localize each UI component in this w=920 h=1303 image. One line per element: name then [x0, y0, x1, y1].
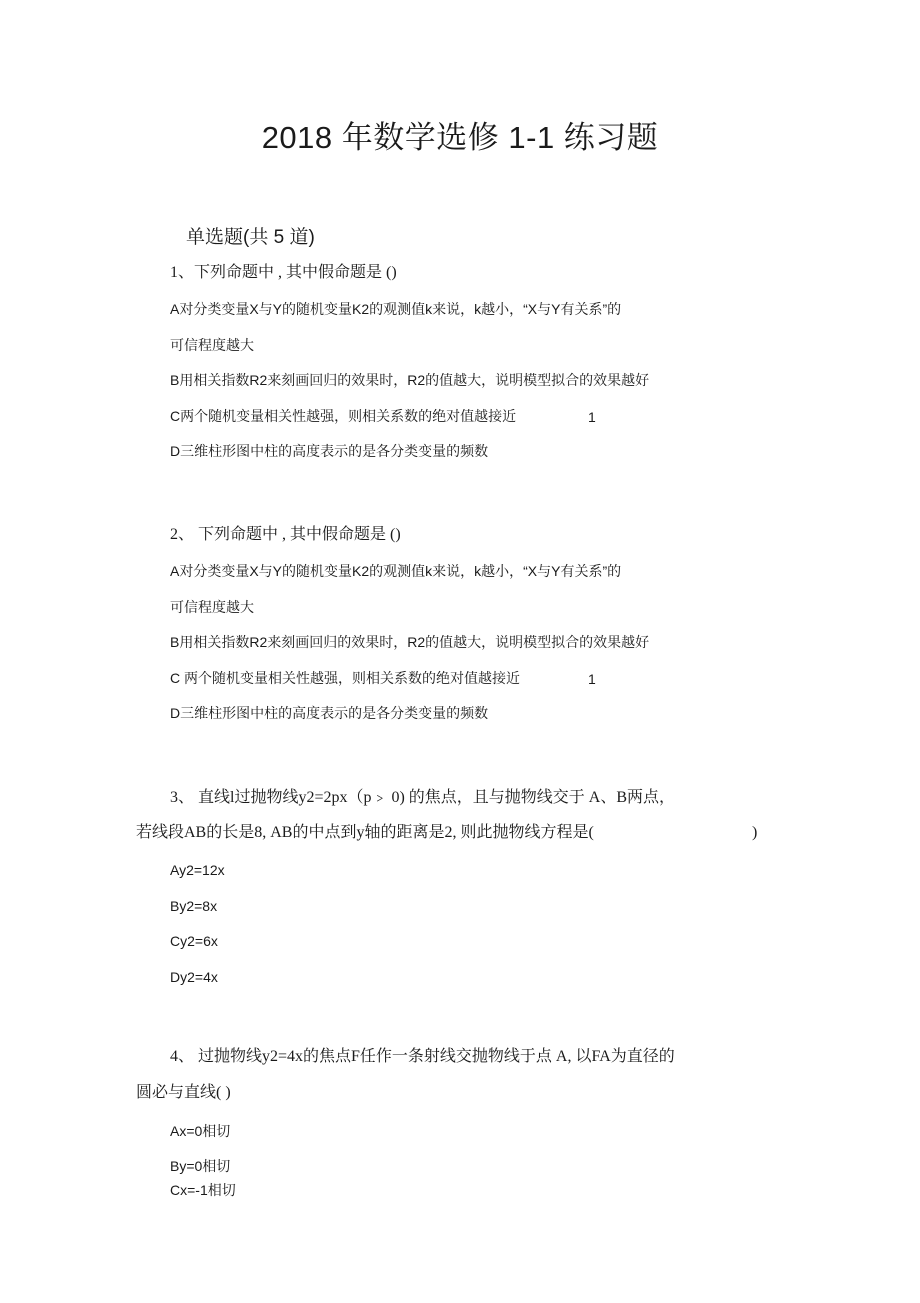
question-1-option-c-value: 1	[588, 409, 596, 425]
question-4-option-b: By=0相切	[170, 1158, 231, 1174]
question-4-option-c: Cx=-1相切	[170, 1182, 236, 1198]
question-2-option-b: B用相关指数R2来刻画回归的效果时，R2的值越大，说明模型拟合的效果越好	[170, 634, 650, 650]
question-2-option-d: D三维柱形图中柱的高度表示的是各分类变量的频数	[170, 705, 489, 721]
question-1-option-d: D三维柱形图中柱的高度表示的是各分类变量的频数	[170, 443, 489, 459]
question-4-option-a: Ax=0相切	[170, 1123, 231, 1139]
question-4-stem-line2: 圆必与直线( )	[136, 1084, 231, 1101]
question-1-stem: 1、下列命题中 , 其中假命题是 ()	[170, 264, 397, 281]
question-3-stem-close-paren: )	[752, 824, 758, 841]
page-title: 2018 年数学选修 1-1 练习题	[261, 120, 659, 155]
question-1-option-b: B用相关指数R2来刻画回归的效果时，R2的值越大，说明模型拟合的效果越好	[170, 372, 650, 388]
question-2-option-c-value: 1	[588, 671, 596, 687]
question-1-option-a-line1: A对分类变量X与Y的随机变量K2的观测值k来说，k越小，“X与Y有关系”的	[170, 301, 622, 317]
question-3-option-b: By2=8x	[170, 898, 218, 914]
question-3-stem-line1: 3、 直线l过抛物线y2=2px（p﹥ 0) 的焦点，且与抛物线交于 A、B两点，	[170, 789, 676, 806]
section-heading: 单选题(共 5 道)	[186, 227, 315, 248]
question-3-option-c: Cy2=6x	[170, 933, 218, 949]
question-3-option-d: Dy2=4x	[170, 969, 218, 985]
question-2-option-c: C 两个随机变量相关性越强，则相关系数的绝对值越接近	[170, 670, 520, 686]
question-2-option-a-line2: 可信程度越大	[170, 599, 254, 615]
question-4-stem-line1: 4、 过抛物线y2=4x的焦点F任作一条射线交抛物线于点 A, 以FA为直径的	[170, 1048, 675, 1065]
question-2-stem: 2、 下列命题中 , 其中假命题是 ()	[170, 526, 401, 543]
question-3-option-a: Ay2=12x	[170, 862, 225, 878]
question-1-option-a-line2: 可信程度越大	[170, 337, 254, 353]
question-2-option-a-line1: A对分类变量X与Y的随机变量K2的观测值k来说，k越小，“X与Y有关系”的	[170, 563, 622, 579]
question-3-stem-line2: 若线段AB的长是8, AB的中点到y轴的距离是2, 则此抛物线方程是(	[136, 824, 594, 841]
question-1-option-c: C两个随机变量相关性越强，则相关系数的绝对值越接近	[170, 408, 517, 424]
